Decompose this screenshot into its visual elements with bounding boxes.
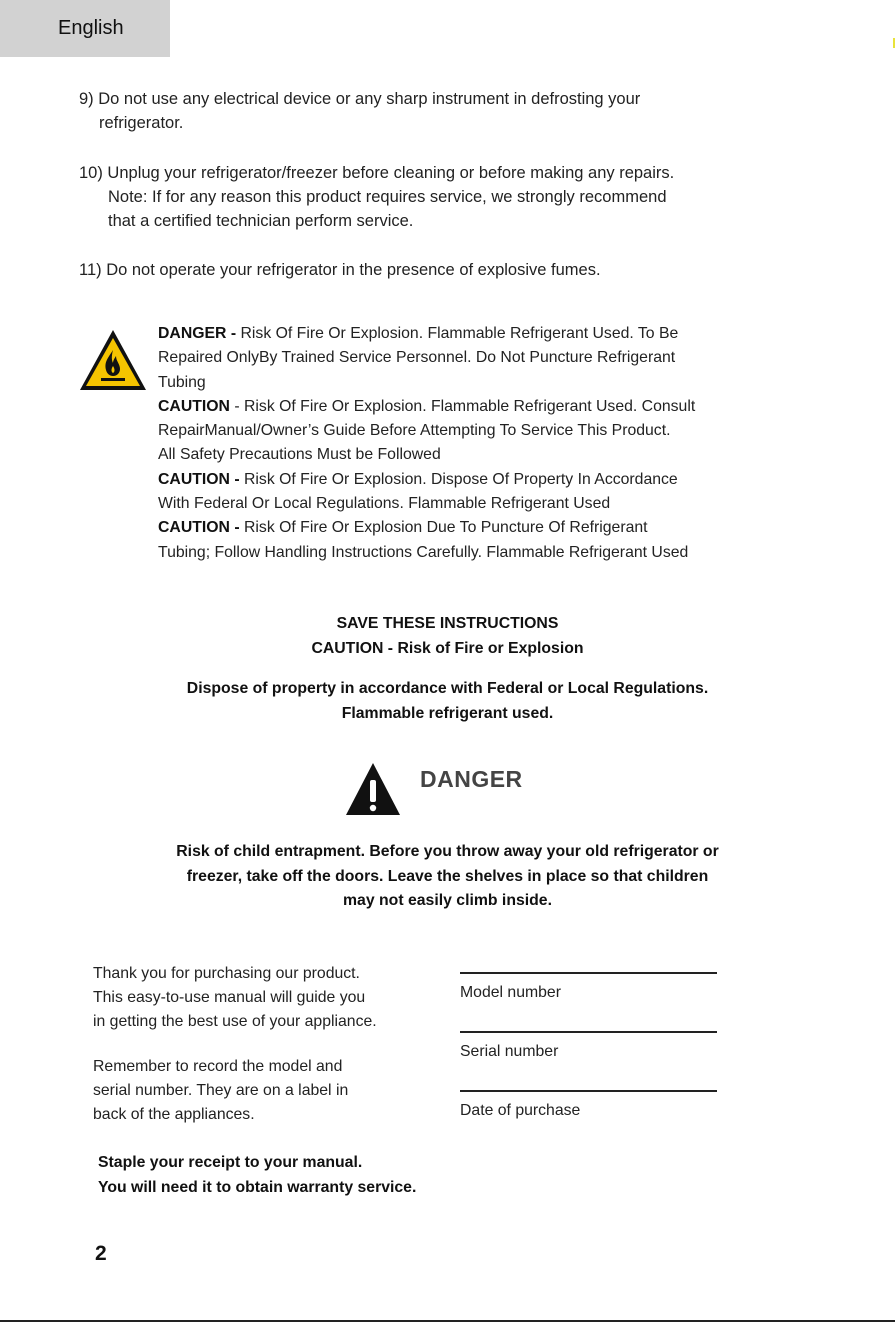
- save-instructions-heading: SAVE THESE INSTRUCTIONS CAUTION - Risk of Fire or Explosion: [311, 615, 584, 657]
- danger-heading: DANGER: [420, 766, 523, 792]
- refrigerant-warnings: [158, 322, 848, 565]
- serial-number-label: Serial number: [460, 1043, 559, 1060]
- caution-warning-3: CAUTION - Risk Of Fire Or Explosion Due To Puncture Of Refrigerant Tubing; Follow Handling Instructions Carefully. Flammable Refrigerant Used: [158, 519, 689, 561]
- language-label: English: [58, 17, 124, 39]
- instruction-11: 11) Do not operate your refrigerator in the presence of explosive fumes.: [79, 261, 601, 279]
- caution-warning-2: CAUTION - Risk Of Fire Or Explosion. Dispose Of Property In Accordance With Federal Or Local Regulations. Flammable Refrigerant Used: [158, 470, 678, 513]
- child-entrapment-warning: Risk of child entrapment. Before you throw away your old refrigerator or freezer, take off the doors. Leave the shelves in place so that children may not easily climb inside.: [176, 843, 719, 909]
- page-number: 2: [95, 1242, 107, 1265]
- instruction-10: 10) Unplug your refrigerator/freezer before cleaning or before making any repairs. Note: If for any reason this product requires service, we strongly recommend that a certified technician perform service.: [79, 164, 675, 230]
- instruction-9: 9) Do not use any electrical device or any sharp instrument in defrosting your refrigerator.: [79, 90, 641, 132]
- date-of-purchase-line: [460, 1090, 717, 1092]
- date-of-purchase-field: [460, 1090, 717, 1120]
- date-of-purchase-label: Date of purchase: [460, 1102, 581, 1119]
- dispose-notice: Dispose of property in accordance with Federal or Local Regulations. Flammable refrigerant used.: [186, 680, 709, 722]
- language-tab: [0, 0, 170, 57]
- flammable-warning-icon: [78, 328, 148, 392]
- model-number-label: Model number: [460, 984, 561, 1001]
- model-number-line: [460, 972, 717, 974]
- record-reminder-paragraph: Remember to record the model and serial number. They are on a label in back of the appliances.: [93, 1058, 349, 1123]
- caution-warning-1: CAUTION - Risk Of Fire Or Explosion. Flammable Refrigerant Used. Consult RepairManual/Owner’s Guide Before Attempting To Service This Product. All Safety Precautions Must be Followed: [158, 397, 696, 464]
- bottom-rule: [0, 1320, 895, 1322]
- model-number-field: [460, 972, 717, 1002]
- exclamation-warning-icon: [345, 762, 401, 816]
- danger-warning: DANGER - Risk Of Fire Or Explosion. Flammable Refrigerant Used. To Be Repaired OnlyBy Trained Service Personnel. Do Not Puncture Refrigerant Tubing: [158, 325, 679, 391]
- staple-receipt-note: Staple your receipt to your manual. You will need it to obtain warranty service.: [98, 1154, 417, 1196]
- serial-number-field: [460, 1031, 717, 1061]
- thank-you-paragraph: Thank you for purchasing our product. This easy-to-use manual will guide you in getting the best use of your appliance.: [93, 965, 377, 1030]
- serial-number-line: [460, 1031, 717, 1033]
